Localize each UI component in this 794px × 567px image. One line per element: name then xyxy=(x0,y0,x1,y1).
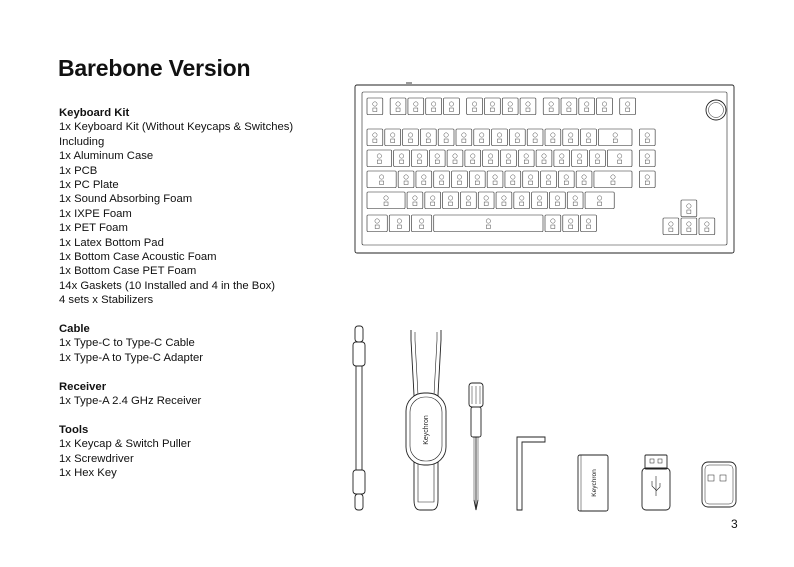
switch-socket xyxy=(426,139,430,143)
switch-hole xyxy=(377,154,381,158)
switch-socket xyxy=(413,202,417,206)
switch-socket xyxy=(457,181,461,185)
switch-socket xyxy=(587,139,591,143)
switch-hole xyxy=(645,175,649,179)
switch-hole xyxy=(577,154,581,158)
keyboard-illustration xyxy=(355,83,734,253)
switch-socket xyxy=(449,202,453,206)
item-line: 1x IXPE Foam xyxy=(59,207,132,220)
switch-socket xyxy=(705,228,709,232)
usb-cable-illustration xyxy=(353,326,365,510)
switch-socket xyxy=(391,139,395,143)
switch-socket xyxy=(453,160,457,164)
switch-socket xyxy=(373,139,377,143)
switch-socket xyxy=(414,108,418,112)
switch-socket xyxy=(611,181,615,185)
item-line: 1x Aluminum Case xyxy=(59,150,154,163)
switch-hole xyxy=(551,133,555,137)
switch-socket xyxy=(569,225,573,229)
item-line: 1x Latex Bottom Pad xyxy=(59,236,164,249)
switch-socket xyxy=(502,202,506,206)
switch-socket xyxy=(375,225,379,229)
switch-socket xyxy=(489,160,493,164)
page-number: 3 xyxy=(731,517,738,531)
switch-hole xyxy=(417,154,421,158)
switch-hole xyxy=(515,133,519,137)
switch-hole xyxy=(595,154,599,158)
switch-socket xyxy=(384,202,388,206)
adapter-brand-text: Keychron xyxy=(591,469,598,497)
item-line: 1x PET Foam xyxy=(59,222,128,235)
switch-hole xyxy=(414,102,418,106)
switch-hole xyxy=(391,133,395,137)
item-line: 1x Bottom Case PET Foam xyxy=(59,265,197,278)
switch-hole xyxy=(502,196,506,200)
switch-socket xyxy=(560,160,564,164)
switch-hole xyxy=(597,196,601,200)
item-line: 1x Keyboard Kit (Without Keycaps & Switches) xyxy=(59,121,294,134)
switch-socket xyxy=(546,181,550,185)
switch-socket xyxy=(524,160,528,164)
switch-hole xyxy=(448,196,452,200)
switch-socket xyxy=(645,160,649,164)
switch-hole xyxy=(569,219,573,223)
switch-hole xyxy=(645,154,649,158)
switch-socket xyxy=(626,108,630,112)
switch-hole xyxy=(524,154,528,158)
switch-socket xyxy=(598,202,602,206)
switch-socket xyxy=(515,139,519,143)
item-line: 1x Type-A to Type-C Adapter xyxy=(59,351,204,364)
switch-socket xyxy=(417,160,421,164)
switch-socket xyxy=(490,108,494,112)
switch-hole xyxy=(582,175,586,179)
switch-hole xyxy=(555,196,559,200)
switch-socket xyxy=(549,108,553,112)
receiver-dongle-illustration xyxy=(642,455,670,510)
switch-hole xyxy=(549,102,553,106)
switch-socket xyxy=(645,181,649,185)
switch-hole xyxy=(497,133,501,137)
puller-brand-text: Keychron xyxy=(423,415,430,445)
item-line: 1x Screwdriver xyxy=(59,452,134,465)
switch-hole xyxy=(520,196,524,200)
item-line: 1x Bottom Case Acoustic Foam xyxy=(59,251,217,264)
switch-hole xyxy=(373,102,377,106)
switch-socket xyxy=(420,225,424,229)
switch-hole xyxy=(379,175,383,179)
switch-hole xyxy=(399,154,403,158)
switch-hole xyxy=(475,175,479,179)
section-heading: Receiver xyxy=(59,380,107,393)
switch-socket xyxy=(669,228,673,232)
switch-socket xyxy=(480,139,484,143)
switch-socket xyxy=(473,108,477,112)
switch-socket xyxy=(538,202,542,206)
switch-socket xyxy=(409,139,413,143)
item-line: 1x Hex Key xyxy=(59,467,117,480)
switch-hole xyxy=(611,175,615,179)
switch-socket xyxy=(613,139,617,143)
switch-hole xyxy=(687,204,691,208)
switch-socket xyxy=(564,181,568,185)
switch-socket xyxy=(618,160,622,164)
switch-socket xyxy=(529,181,533,185)
switch-hole xyxy=(585,102,589,106)
switch-socket xyxy=(484,202,488,206)
switch-socket xyxy=(511,181,515,185)
switch-socket xyxy=(396,108,400,112)
switch-hole xyxy=(625,102,629,106)
switch-hole xyxy=(602,102,606,106)
switch-socket xyxy=(551,225,555,229)
item-line: 1x Type-C to Type-C Cable xyxy=(59,337,195,350)
switch-socket xyxy=(373,108,377,112)
switch-hole xyxy=(526,102,530,106)
switch-hole xyxy=(687,222,691,226)
switch-hole xyxy=(546,175,550,179)
switch-hole xyxy=(431,196,435,200)
switch-socket xyxy=(567,108,571,112)
switch-socket xyxy=(520,202,524,206)
item-line: 1x PC Plate xyxy=(59,179,119,192)
switch-socket xyxy=(449,108,453,112)
switch-socket xyxy=(687,228,691,232)
switch-socket xyxy=(687,210,691,214)
switch-hole xyxy=(431,102,435,106)
page-title: Barebone Version xyxy=(58,55,251,81)
item-line: 1x Type-A 2.4 GHz Receiver xyxy=(59,395,202,408)
switch-socket xyxy=(595,160,599,164)
usb-receiver-illustration xyxy=(702,462,736,507)
switch-hole xyxy=(508,102,512,106)
switch-socket xyxy=(498,139,502,143)
switch-socket xyxy=(555,202,559,206)
switch-socket xyxy=(551,139,555,143)
section-heading: Cable xyxy=(59,323,90,336)
item-line: 1x Sound Absorbing Foam xyxy=(59,193,193,206)
switch-hole xyxy=(486,219,490,223)
switch-socket xyxy=(526,108,530,112)
switch-socket xyxy=(645,139,649,143)
switch-socket xyxy=(444,139,448,143)
switch-hole xyxy=(511,175,515,179)
item-line: 14x Gaskets (10 Installed and 4 in the Box) xyxy=(59,279,276,292)
switch-hole xyxy=(375,219,379,223)
switch-hole xyxy=(533,133,537,137)
switch-socket xyxy=(471,160,475,164)
switch-hole xyxy=(488,154,492,158)
switch-hole xyxy=(586,219,590,223)
switch-hole xyxy=(506,154,510,158)
switch-hole xyxy=(669,222,673,226)
switch-hole xyxy=(560,154,564,158)
switch-hole xyxy=(384,196,388,200)
switch-socket xyxy=(587,225,591,229)
switch-hole xyxy=(645,133,649,137)
switch-socket xyxy=(578,160,582,164)
switch-hole xyxy=(453,154,457,158)
switch-hole xyxy=(449,102,453,106)
switch-socket xyxy=(506,160,510,164)
item-line: 1x PCB xyxy=(59,164,98,177)
switch-socket xyxy=(377,160,381,164)
switch-socket xyxy=(603,108,607,112)
switch-socket xyxy=(466,202,470,206)
switch-socket xyxy=(508,108,512,112)
switch-socket xyxy=(475,181,479,185)
switch-socket xyxy=(542,160,546,164)
switch-hole xyxy=(462,133,466,137)
switch-socket xyxy=(404,181,408,185)
switch-hole xyxy=(413,196,417,200)
switch-hole xyxy=(439,175,443,179)
switch-hole xyxy=(537,196,541,200)
switch-hole xyxy=(397,219,401,223)
switch-hole xyxy=(567,102,571,106)
switch-socket xyxy=(397,225,401,229)
switch-socket xyxy=(431,202,435,206)
switch-socket xyxy=(422,181,426,185)
section-heading: Keyboard Kit xyxy=(59,107,130,119)
switch-hole xyxy=(484,196,488,200)
switch-hole xyxy=(586,133,590,137)
switch-hole xyxy=(408,133,412,137)
switch-socket xyxy=(533,139,537,143)
switch-socket xyxy=(569,139,573,143)
item-line: Including xyxy=(59,135,105,148)
switch-hole xyxy=(569,133,573,137)
switch-hole xyxy=(551,219,555,223)
screwdriver-illustration xyxy=(469,383,483,510)
switch-hole xyxy=(466,196,470,200)
switch-socket xyxy=(432,108,436,112)
switch-hole xyxy=(396,102,400,106)
switch-hole xyxy=(426,133,430,137)
switch-hole xyxy=(471,154,475,158)
switch-socket xyxy=(440,181,444,185)
switch-hole xyxy=(613,133,617,137)
switch-hole xyxy=(528,175,532,179)
section-heading: Tools xyxy=(59,423,89,436)
switch-socket xyxy=(462,139,466,143)
switch-socket xyxy=(380,181,384,185)
switch-socket xyxy=(585,108,589,112)
switch-hole xyxy=(573,196,577,200)
switch-hole xyxy=(373,133,377,137)
switch-hole xyxy=(564,175,568,179)
switch-hole xyxy=(435,154,439,158)
switch-socket xyxy=(573,202,577,206)
switch-hole xyxy=(457,175,461,179)
hex-key-illustration xyxy=(517,437,545,510)
switch-hole xyxy=(444,133,448,137)
switch-hole xyxy=(404,175,408,179)
switch-socket xyxy=(435,160,439,164)
switch-hole xyxy=(422,175,426,179)
switch-hole xyxy=(617,154,621,158)
item-line: 1x Keycap & Switch Puller xyxy=(59,438,191,451)
switch-hole xyxy=(490,102,494,106)
switch-hole xyxy=(705,222,709,226)
switch-socket xyxy=(582,181,586,185)
switch-hole xyxy=(419,219,423,223)
switch-hole xyxy=(542,154,546,158)
item-line: 4 sets x Stabilizers xyxy=(59,294,154,307)
switch-hole xyxy=(493,175,497,179)
switch-socket xyxy=(486,225,490,229)
switch-socket xyxy=(493,181,497,185)
switch-socket xyxy=(400,160,404,164)
switch-hole xyxy=(480,133,484,137)
switch-hole xyxy=(472,102,476,106)
